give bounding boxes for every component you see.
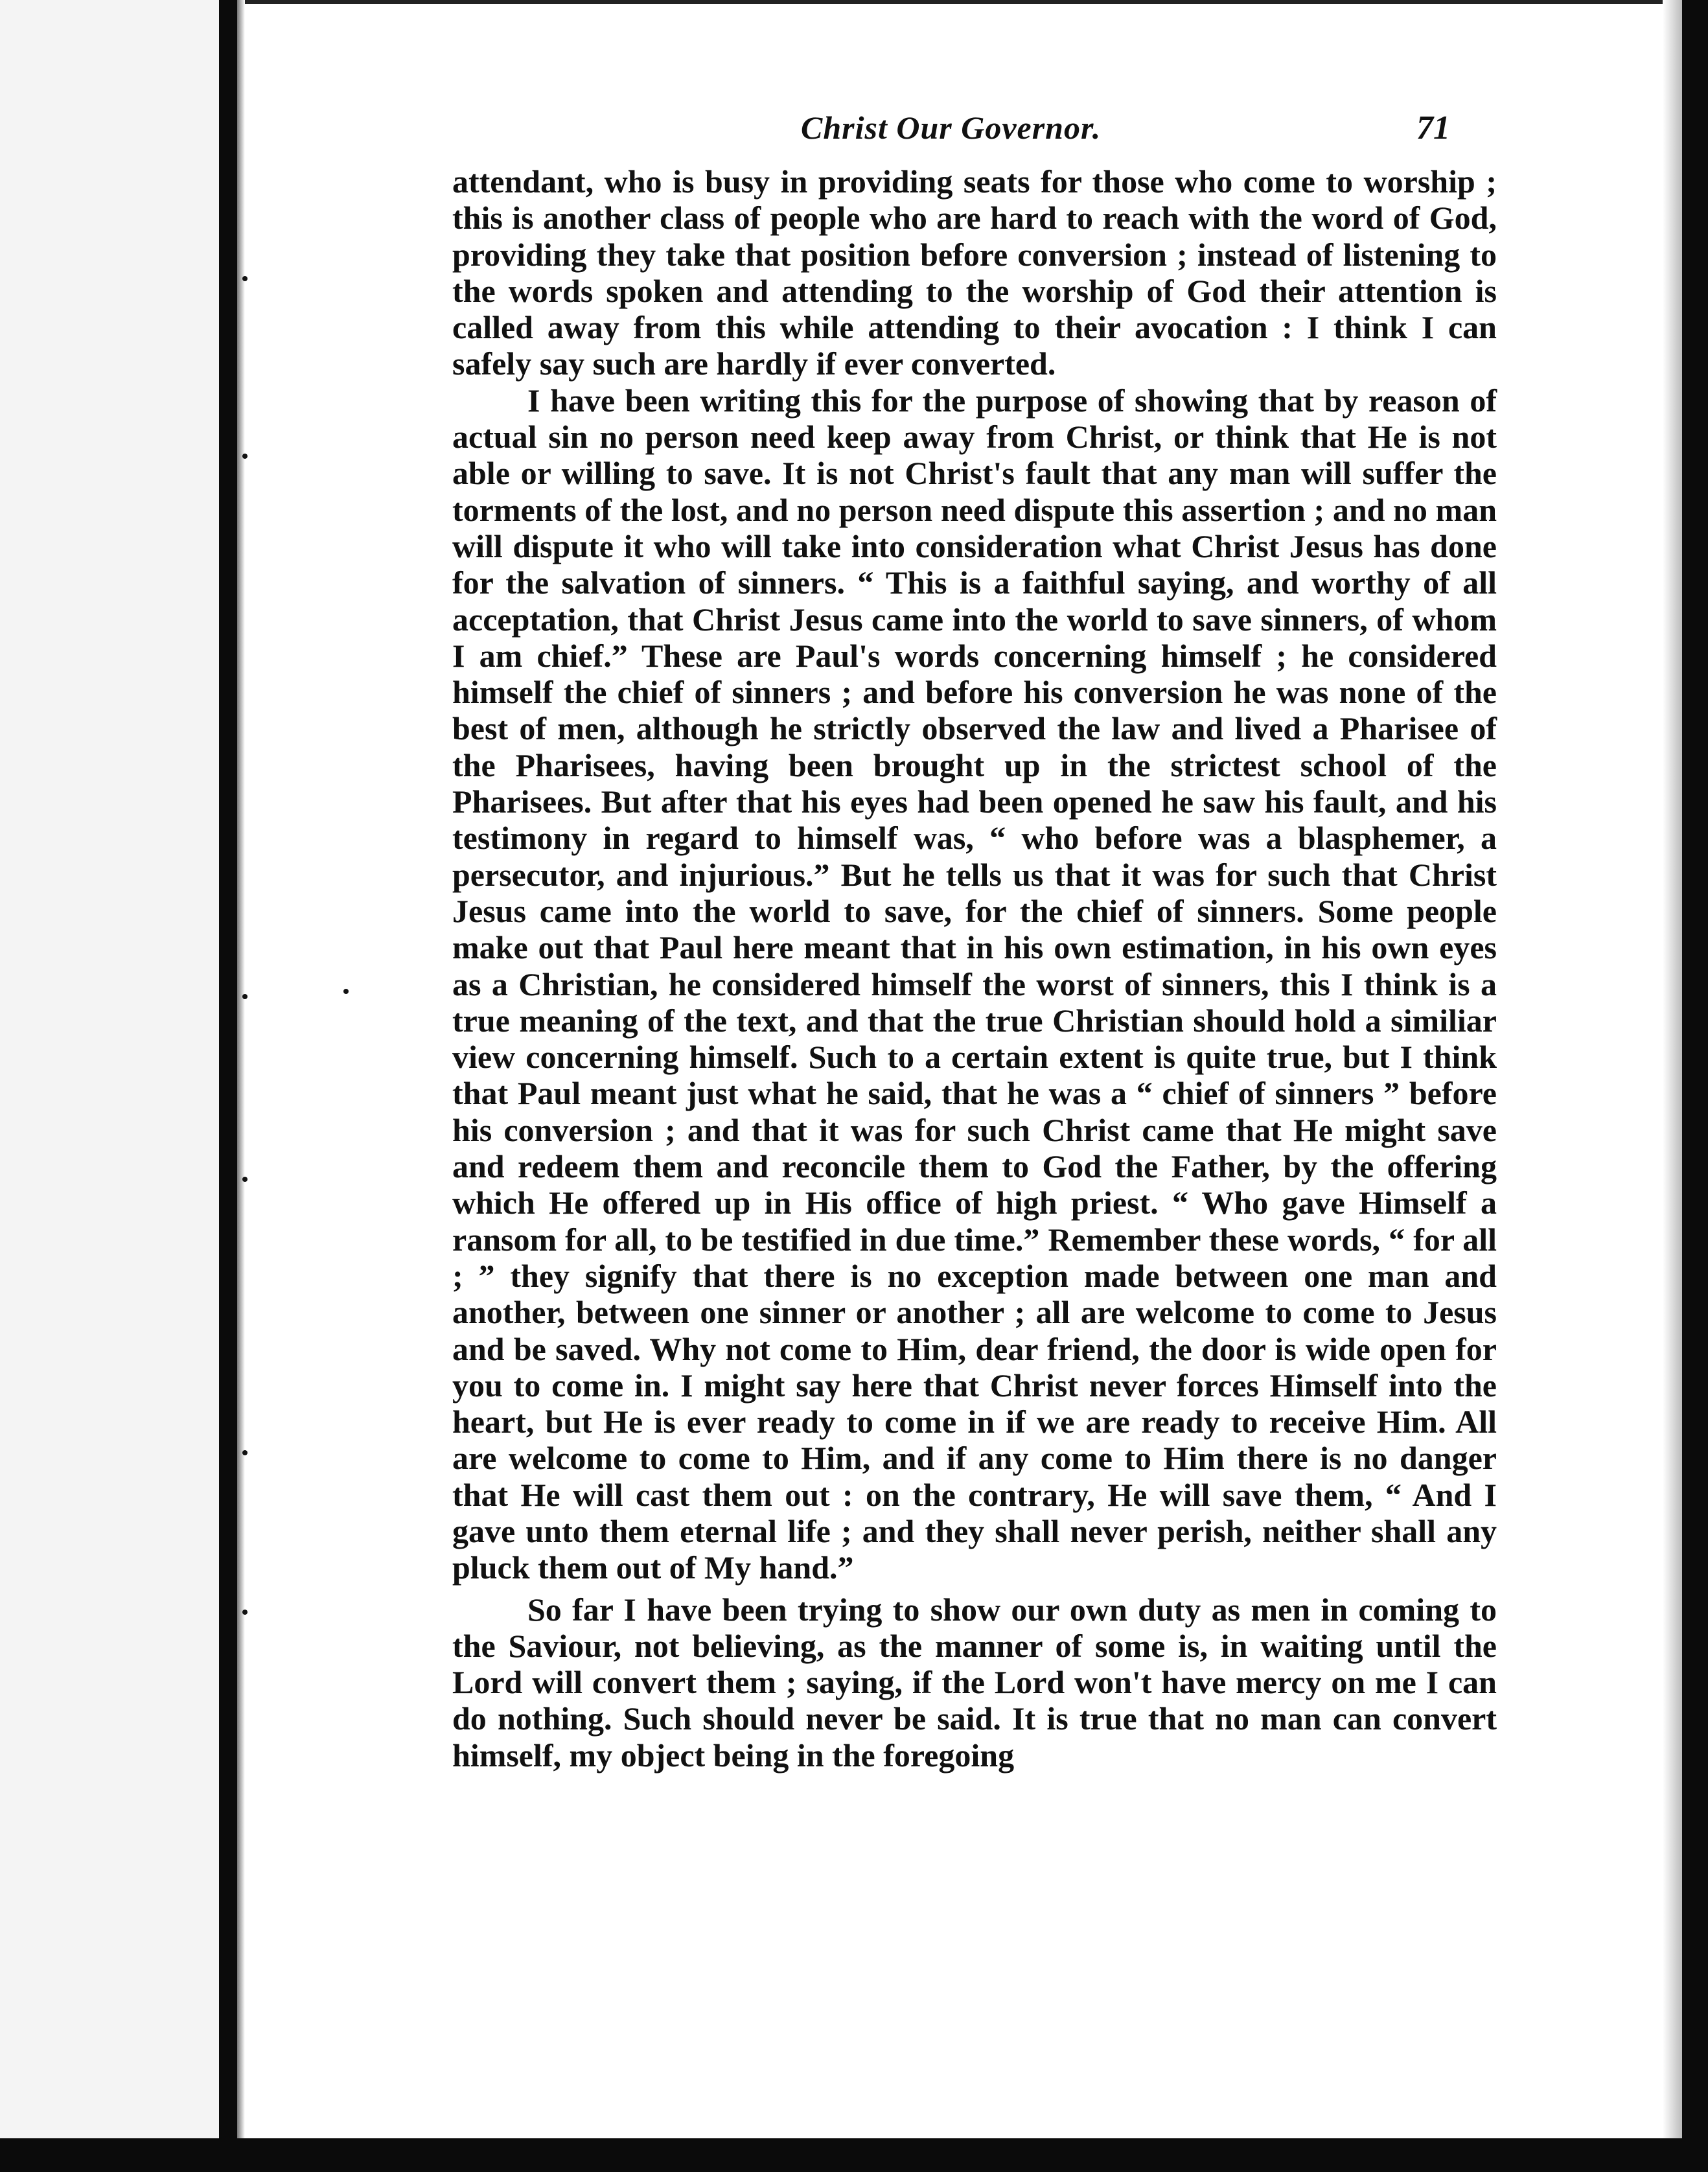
margin-mark (242, 454, 248, 459)
scan-bottom-edge (0, 2138, 1708, 2172)
scan-left-margin (0, 0, 219, 2172)
paragraph-3: So far I have been trying to show our own duty as men in coming to the Saviour, not believing, as the manner of some is, in waiting until the Lord will convert them ; saying, if the Lord won't have mercy on me I can do nothing. Such should never be said. It is true that no man can convert himself, my object being in the foregoing (452, 1591, 1497, 1773)
body-text (452, 163, 1497, 1773)
scan-left-shadow (237, 0, 245, 2172)
margin-mark (242, 994, 248, 999)
scan-right-shadow (1663, 0, 1682, 2172)
scan-right-edge (1682, 0, 1708, 2172)
scan-left-edge (219, 0, 237, 2172)
page-number: 71 (1416, 110, 1450, 146)
scan-top-edge (245, 0, 1663, 4)
margin-mark (343, 989, 349, 994)
running-title: Christ Our Governor. (801, 110, 1102, 146)
margin-mark (242, 1450, 248, 1455)
paragraph-1: attendant, who is busy in providing seats for those who come to worship ; this is another class of people who are hard to reach with the word of God, providing they take that position before conversion ; instead of listening to the words spoken and attending to the worship of God their attention is called away from this while attending to their avocation : I think I can safely say such are hardly if ever converted. (452, 163, 1497, 382)
paragraph-2: I have been writing this for the purpose of showing that by reason of actual sin no person need keep away from Christ, or think that He is not able or willing to save. It is not Christ's fault that any man will suffer the torments of the lost, and no person need dispute this assertion ; and no man will dispute it who will take into consideration what Christ Jesus has done for the salvation of sinners. “ This is a faithful saying, and worthy of all acceptation, that Christ Jesus came into the world to save sinners, of whom I am chief.” These are Paul's words concerning himself ; he considered himself the chief of sinners ; and before his conversion he was none of the best of men, although he strictly observed the law and lived a Pharisee of the Pharisees, having been brought up in the strictest school of the Pharisees. But after that his eyes had been opened he saw his fault, and his testimony in regard to himself was, “ who before was a blasphemer, a persecutor, and injurious.” But he tells us that it was for such that Christ Jesus came into the world to save, for the chief of sinners. Some people make out that Paul here meant that in his own estimation, in his own eyes as a Christian, he considered himself the worst of sinners, this I think is a true meaning of the text, and that the true Christian should hold a similiar view concerning himself. Such to a certain extent is quite true, but I think that Paul meant just what he said, that he was a “ chief of sinners ” before his conversion ; and that it was for such Christ came that He might save and redeem them and reconcile them to God the Father, by the offering which He offered up in His office of high priest. “ Who gave Himself a ransom for all, to be testified in due time.” Remember these words, “ for all ; ” they signify that there is no exception made between one man and another, between one sinner or another ; all are welcome to come to Jesus and be saved. Why not come to Him, dear friend, the door is wide open for you to come in. I might say here that Christ never forces Himself into the heart, but He is ever ready to come in if we are ready to receive Him. All are welcome to come to Him, and if any come to Him there is no danger that He will cast them out : on the contrary, He will save them, “ And I gave unto them eternal life ; and they shall never perish, neither shall any pluck them out of My hand.” (452, 382, 1497, 1586)
margin-mark (242, 1177, 248, 1182)
margin-mark (242, 276, 248, 281)
margin-mark (242, 1610, 248, 1615)
